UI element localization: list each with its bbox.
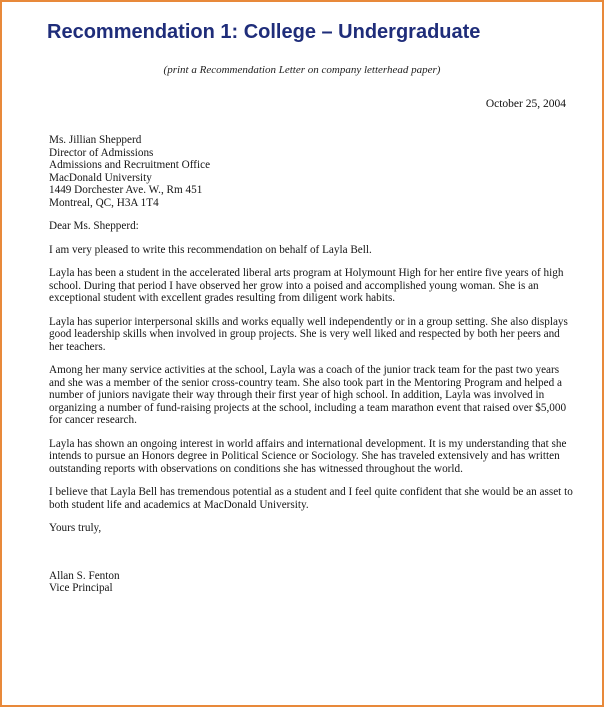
body-paragraph-interpersonal: Layla has superior interpersonal skills and works equally well independently or in a group setting. She also displays good leadership skills when involved in group projects. She is very well liked and respected by both her peers and her teachers. (49, 315, 568, 353)
body-paragraph-academics: Layla has been a student in the accelerated liberal arts program at Holymount High for her entire five years of high school. During that period I have observed her grow into a poised and accomplished young woman. She is an exceptional student with excellent grades resulting from diligent work habits. (49, 267, 564, 304)
recipient-city: Montreal, QC, H3A 1T4 (49, 196, 159, 209)
print-instruction-note: (print a Recommendation Letter on company letterhead paper) (163, 64, 441, 76)
signature-block (49, 570, 576, 595)
recipient-street: 1449 Dorchester Ave. W., Rm 451 (49, 184, 203, 196)
body-paragraph-interests: Layla has shown an ongoing interest in world affairs and international development. It is my understanding that she intends to pursue an Honors degree in Political Science or Sociology. She has traveled extensively and has written outstanding reports with observations on conditions she has witnessed throughout the world. (49, 437, 567, 475)
recipient-name: Ms. Jillian Shepperd (49, 134, 142, 146)
recipient-title: Director of Admissions (49, 146, 154, 159)
body-paragraph-activities: Among her many service activities at the school, Layla was a coach of the junior track team for the past two years and she was a member of the senior cross-country team. She also took part in the Mentoring Program and helped a number of juniors navigate their way through their first year of high school. In addition, Layla was involved in organizing a number of fund-raising projects at the school, including a team marathon event that raised over $5,000 for cancer research. (49, 364, 567, 426)
body-paragraph-conclusion: I believe that Layla Bell has tremendous potential as a student and I feel quite confident that she would be an asset to both student life and academics at MacDonald University. (49, 486, 573, 511)
signatory-name: Allan S. Fenton (49, 569, 120, 582)
letter-date: October 25, 2004 (485, 98, 566, 110)
recipient-institution: MacDonald University (49, 171, 152, 184)
body-paragraph-intro: I am very pleased to write this recommendation on behalf of Layla Bell. (49, 243, 372, 256)
closing: Yours truly, (49, 522, 102, 534)
signatory-role: Vice Principal (49, 582, 113, 594)
letter-body (49, 134, 576, 595)
recipient-address-block (49, 134, 576, 209)
document-title: Recommendation 1: College – Undergraduate (47, 21, 481, 43)
salutation: Dear Ms. Shepperd: (49, 220, 139, 232)
recipient-office: Admissions and Recruitment Office (49, 159, 211, 171)
